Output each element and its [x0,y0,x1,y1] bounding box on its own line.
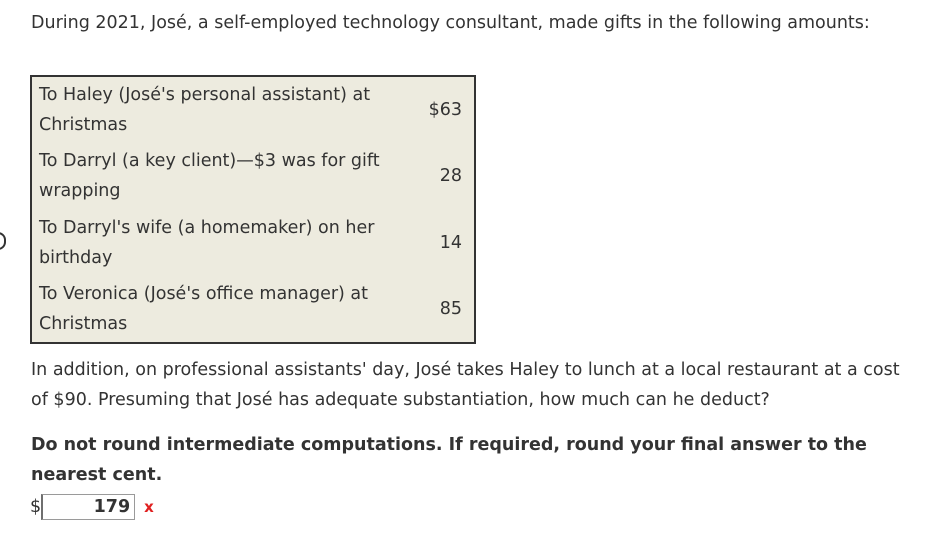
gift-description: To Darryl's wife (a homemaker) on her birthday [39,217,375,268]
problem-intro: During 2021, José, a self-employed technology consultant, made gifts in the following amounts: [31,13,870,33]
answer-row [30,493,154,521]
left-edge-marker [0,232,6,250]
gift-description: To Darryl (a key client)—$3 was for gift wrapping [39,151,380,202]
table-row [31,76,475,143]
answer-input[interactable]: 179 [41,494,135,520]
table-row [31,276,475,343]
gift-description: To Veronica (José's office manager) at Christmas [39,283,369,334]
rounding-instruction: Do not round intermediate computations. If required, round your final answer to the nearest cent. [31,435,867,485]
gift-amount: 28 [439,166,462,187]
gift-description: To Haley (José's personal assistant) at Christmas [39,85,371,136]
gift-amount: 14 [439,232,462,253]
incorrect-x-icon: x [144,498,154,516]
gift-amount: 85 [439,298,462,319]
table-row [31,143,475,209]
problem-question: In addition, on professional assistants' day, José takes Haley to lunch at a local restaurant at a cost of $90. Presuming that José has adequate substantiation, how much can he deduct? [31,360,900,410]
gift-amount: $63 [428,100,462,121]
table-row [31,209,475,275]
currency-symbol: $ [30,497,42,517]
gifts-table [30,75,476,344]
